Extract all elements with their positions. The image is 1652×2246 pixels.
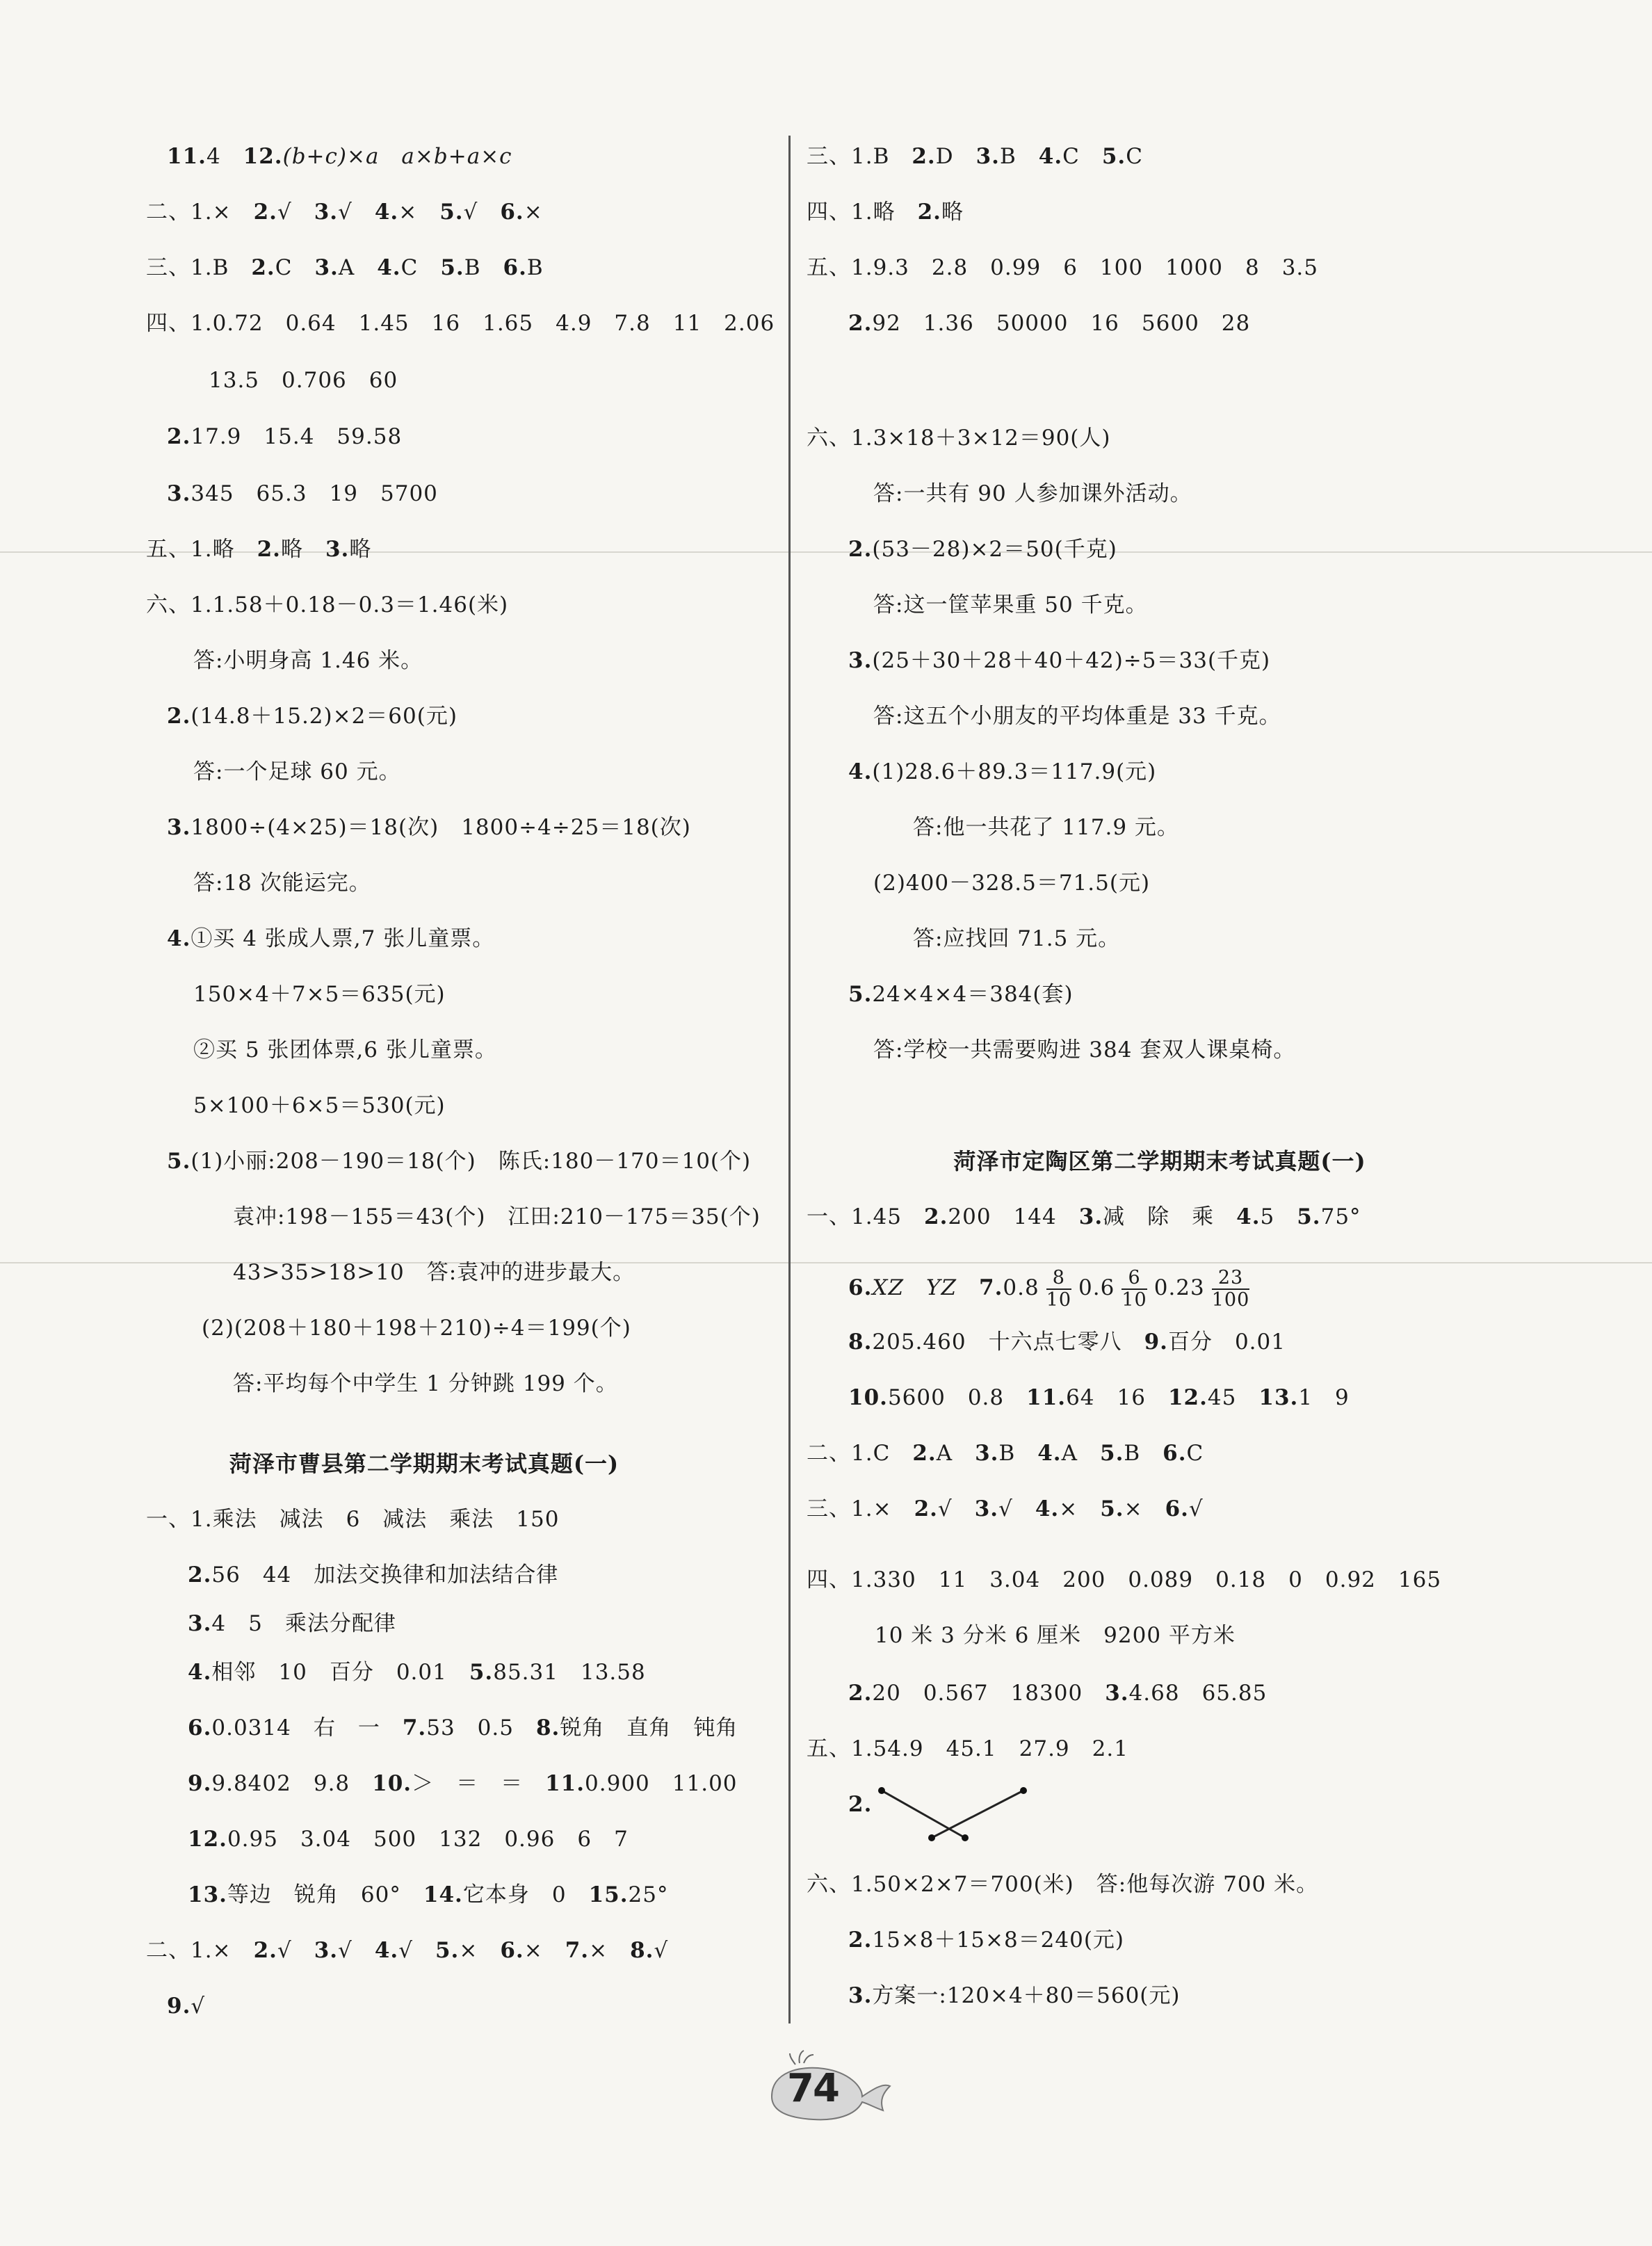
column-divider — [788, 136, 791, 2023]
fraction: $\frac{6}{10}$ — [1121, 1266, 1147, 1311]
answer-line: 答:一个足球 60 元。 — [193, 759, 401, 784]
answer-line: 4.(1)28.6＋89.3＝117.9(元) — [848, 759, 1157, 784]
line-matching-diagram — [875, 1784, 1035, 1846]
answer-line: 答:这五个小朋友的平均体重是 33 千克。 — [873, 704, 1281, 729]
answer-line: (2)(208＋180＋198＋210)÷4＝199(个) — [202, 1316, 631, 1341]
answer-line: 答:这一筐苹果重 50 千克。 — [873, 592, 1148, 617]
diagram-point — [962, 1834, 969, 1841]
answer-line: 43>35>18>10 答:袁冲的进步最大。 — [233, 1260, 635, 1285]
answer-line: 3.345 65.3 19 5700 — [167, 481, 438, 506]
answer-line: (2)400－328.5＝71.5(元) — [873, 871, 1151, 896]
answer-line: 6.0.0314 右 一 7.53 0.5 8.锐角 直角 钝角 — [188, 1715, 738, 1740]
answer-line: 2.20 0.567 18300 3.4.68 65.85 — [848, 1681, 1268, 1706]
answer-line: 4.①买 4 张成人票,7 张儿童票。 — [167, 926, 495, 951]
answer-line: 四、1.略 2.略 — [807, 200, 964, 225]
answer-line: 二、1.× 2.√ 3.√ 4.√ 5.× 6.× 7.× 8.√ — [146, 1938, 669, 1963]
answer-line: 13.等边 锐角 60° 14.它本身 0 15.25° — [188, 1882, 669, 1907]
answer-line: 9.9.8402 9.8 10.＞ ＝ ＝ 11.0.900 11.00 — [188, 1771, 738, 1796]
answer-line: 2.(14.8＋15.2)×2＝60(元) — [167, 704, 457, 729]
answer-line: 11.4 12.(b+c)×a a×b+a×c — [167, 144, 512, 169]
answer-line: 3.(25＋30＋28＋40＋42)÷5＝33(千克) — [848, 648, 1271, 673]
answer-line: 一、1.45 2.200 144 3.减 除 乘 4.5 5.75° — [807, 1204, 1361, 1229]
diagram-line — [932, 1791, 1023, 1838]
diagram-point — [878, 1787, 885, 1794]
answer-line: 5.24×4×4＝384(套) — [848, 982, 1074, 1007]
answer-line: 5×100＋6×5＝530(元) — [193, 1093, 446, 1118]
answer-line: 2.(53－28)×2＝50(千克) — [848, 537, 1117, 562]
diagram-point — [1020, 1787, 1027, 1794]
answer-line: 2.15×8＋15×8＝240(元) — [848, 1928, 1125, 1953]
answer-line: 五、1.54.9 45.1 27.9 2.1 — [807, 1736, 1128, 1761]
answer-line: 答:小明身高 1.46 米。 — [193, 648, 423, 673]
answer-line: 袁冲:198－155＝43(个) 江田:210－175＝35(个) — [233, 1204, 761, 1229]
section-title: 菏泽市定陶区第二学期期末考试真题(一) — [953, 1148, 1366, 1174]
answer-line: 三、1.× 2.√ 3.√ 4.× 5.× 6.√ — [807, 1496, 1204, 1521]
answer-line: 10 米 3 分米 6 厘米 9200 平方米 — [875, 1623, 1236, 1648]
answer-line: 13.5 0.706 60 — [209, 368, 398, 393]
diagram-point — [928, 1834, 935, 1841]
answer-line: 3.1800÷(4×25)＝18(次) 1800÷4÷25＝18(次) — [167, 815, 691, 840]
answer-line: 六、1.1.58＋0.18－0.3＝1.46(米) — [146, 592, 509, 617]
answer-line: ②买 5 张团体票,6 张儿童票。 — [193, 1037, 497, 1063]
answer-line: 六、1.50×2×7＝700(米) 答:他每次游 700 米。 — [807, 1872, 1319, 1897]
page-number-badge — [758, 2048, 897, 2131]
answer-line: 五、1.9.3 2.8 0.99 6 100 1000 8 3.5 — [807, 255, 1319, 280]
page-number: 74 — [787, 2066, 839, 2111]
answer-line: 答:学校一共需要购进 384 套双人课桌椅。 — [873, 1037, 1296, 1063]
answer-line: 五、1.略 2.略 3.略 — [146, 537, 372, 562]
answer-line: 2.56 44 加法交换律和加法结合律 — [188, 1562, 559, 1587]
answer-line: 10.5600 0.8 11.64 16 12.45 13.1 9 — [848, 1385, 1350, 1410]
fraction: $\frac{8}{10}$ — [1046, 1266, 1072, 1311]
answer-line: 2.92 1.36 50000 16 5600 28 — [848, 311, 1251, 336]
answer-line: 一、1.乘法 减法 6 减法 乘法 150 — [146, 1507, 560, 1532]
answer-line: 150×4＋7×5＝635(元) — [193, 982, 446, 1007]
answer-line: 2. — [848, 1792, 873, 1817]
answer-line: 9.√ — [167, 1994, 206, 2019]
answer-line: 二、1.× 2.√ 3.√ 4.× 5.√ 6.× — [146, 200, 543, 225]
answer-line-fractions: 6.XZ YZ 7.0.8 $\frac{8}{10}$ 0.6 $\frac{6}{10}$ 0.23 $\frac{23}{100}$ — [848, 1266, 1250, 1311]
answer-line: 答:一共有 90 人参加课外活动。 — [873, 481, 1192, 506]
answer-line: 4.相邻 10 百分 0.01 5.85.31 13.58 — [188, 1660, 646, 1685]
answer-line: 答:平均每个中学生 1 分钟跳 199 个。 — [233, 1371, 618, 1396]
answer-line: 2.17.9 15.4 59.58 — [167, 424, 403, 449]
answer-line: 5.(1)小丽:208－190＝18(个) 陈氏:180－170＝10(个) — [167, 1149, 752, 1174]
answer-line: 3.4 5 乘法分配律 — [188, 1611, 396, 1636]
answer-line: 答:他一共花了 117.9 元。 — [913, 815, 1179, 840]
answer-line: 12.0.95 3.04 500 132 0.96 6 7 — [188, 1827, 629, 1852]
section-title: 菏泽市曹县第二学期期末考试真题(一) — [229, 1451, 620, 1477]
answer-line: 三、1.B 2.D 3.B 4.C 5.C — [807, 144, 1143, 169]
answer-line: 答:18 次能运完。 — [193, 871, 371, 896]
answer-line: 3.方案一:120×4＋80＝560(元) — [848, 1983, 1181, 2008]
answer-line: 六、1.3×18＋3×12＝90(人) — [807, 426, 1111, 451]
answer-line: 四、1.0.72 0.64 1.45 16 1.65 4.9 7.8 11 2.06 — [146, 311, 775, 336]
fraction: $\frac{23}{100}$ — [1211, 1266, 1250, 1311]
answer-line: 8.205.460 十六点七零八 9.百分 0.01 — [848, 1330, 1286, 1355]
answer-line: 四、1.330 11 3.04 200 0.089 0.18 0 0.92 165 — [807, 1567, 1442, 1592]
answer-line: 答:应找回 71.5 元。 — [913, 926, 1121, 951]
answer-line: 二、1.C 2.A 3.B 4.A 5.B 6.C — [807, 1441, 1204, 1466]
diagram-line — [882, 1791, 965, 1838]
answer-line: 三、1.B 2.C 3.A 4.C 5.B 6.B — [146, 255, 544, 280]
